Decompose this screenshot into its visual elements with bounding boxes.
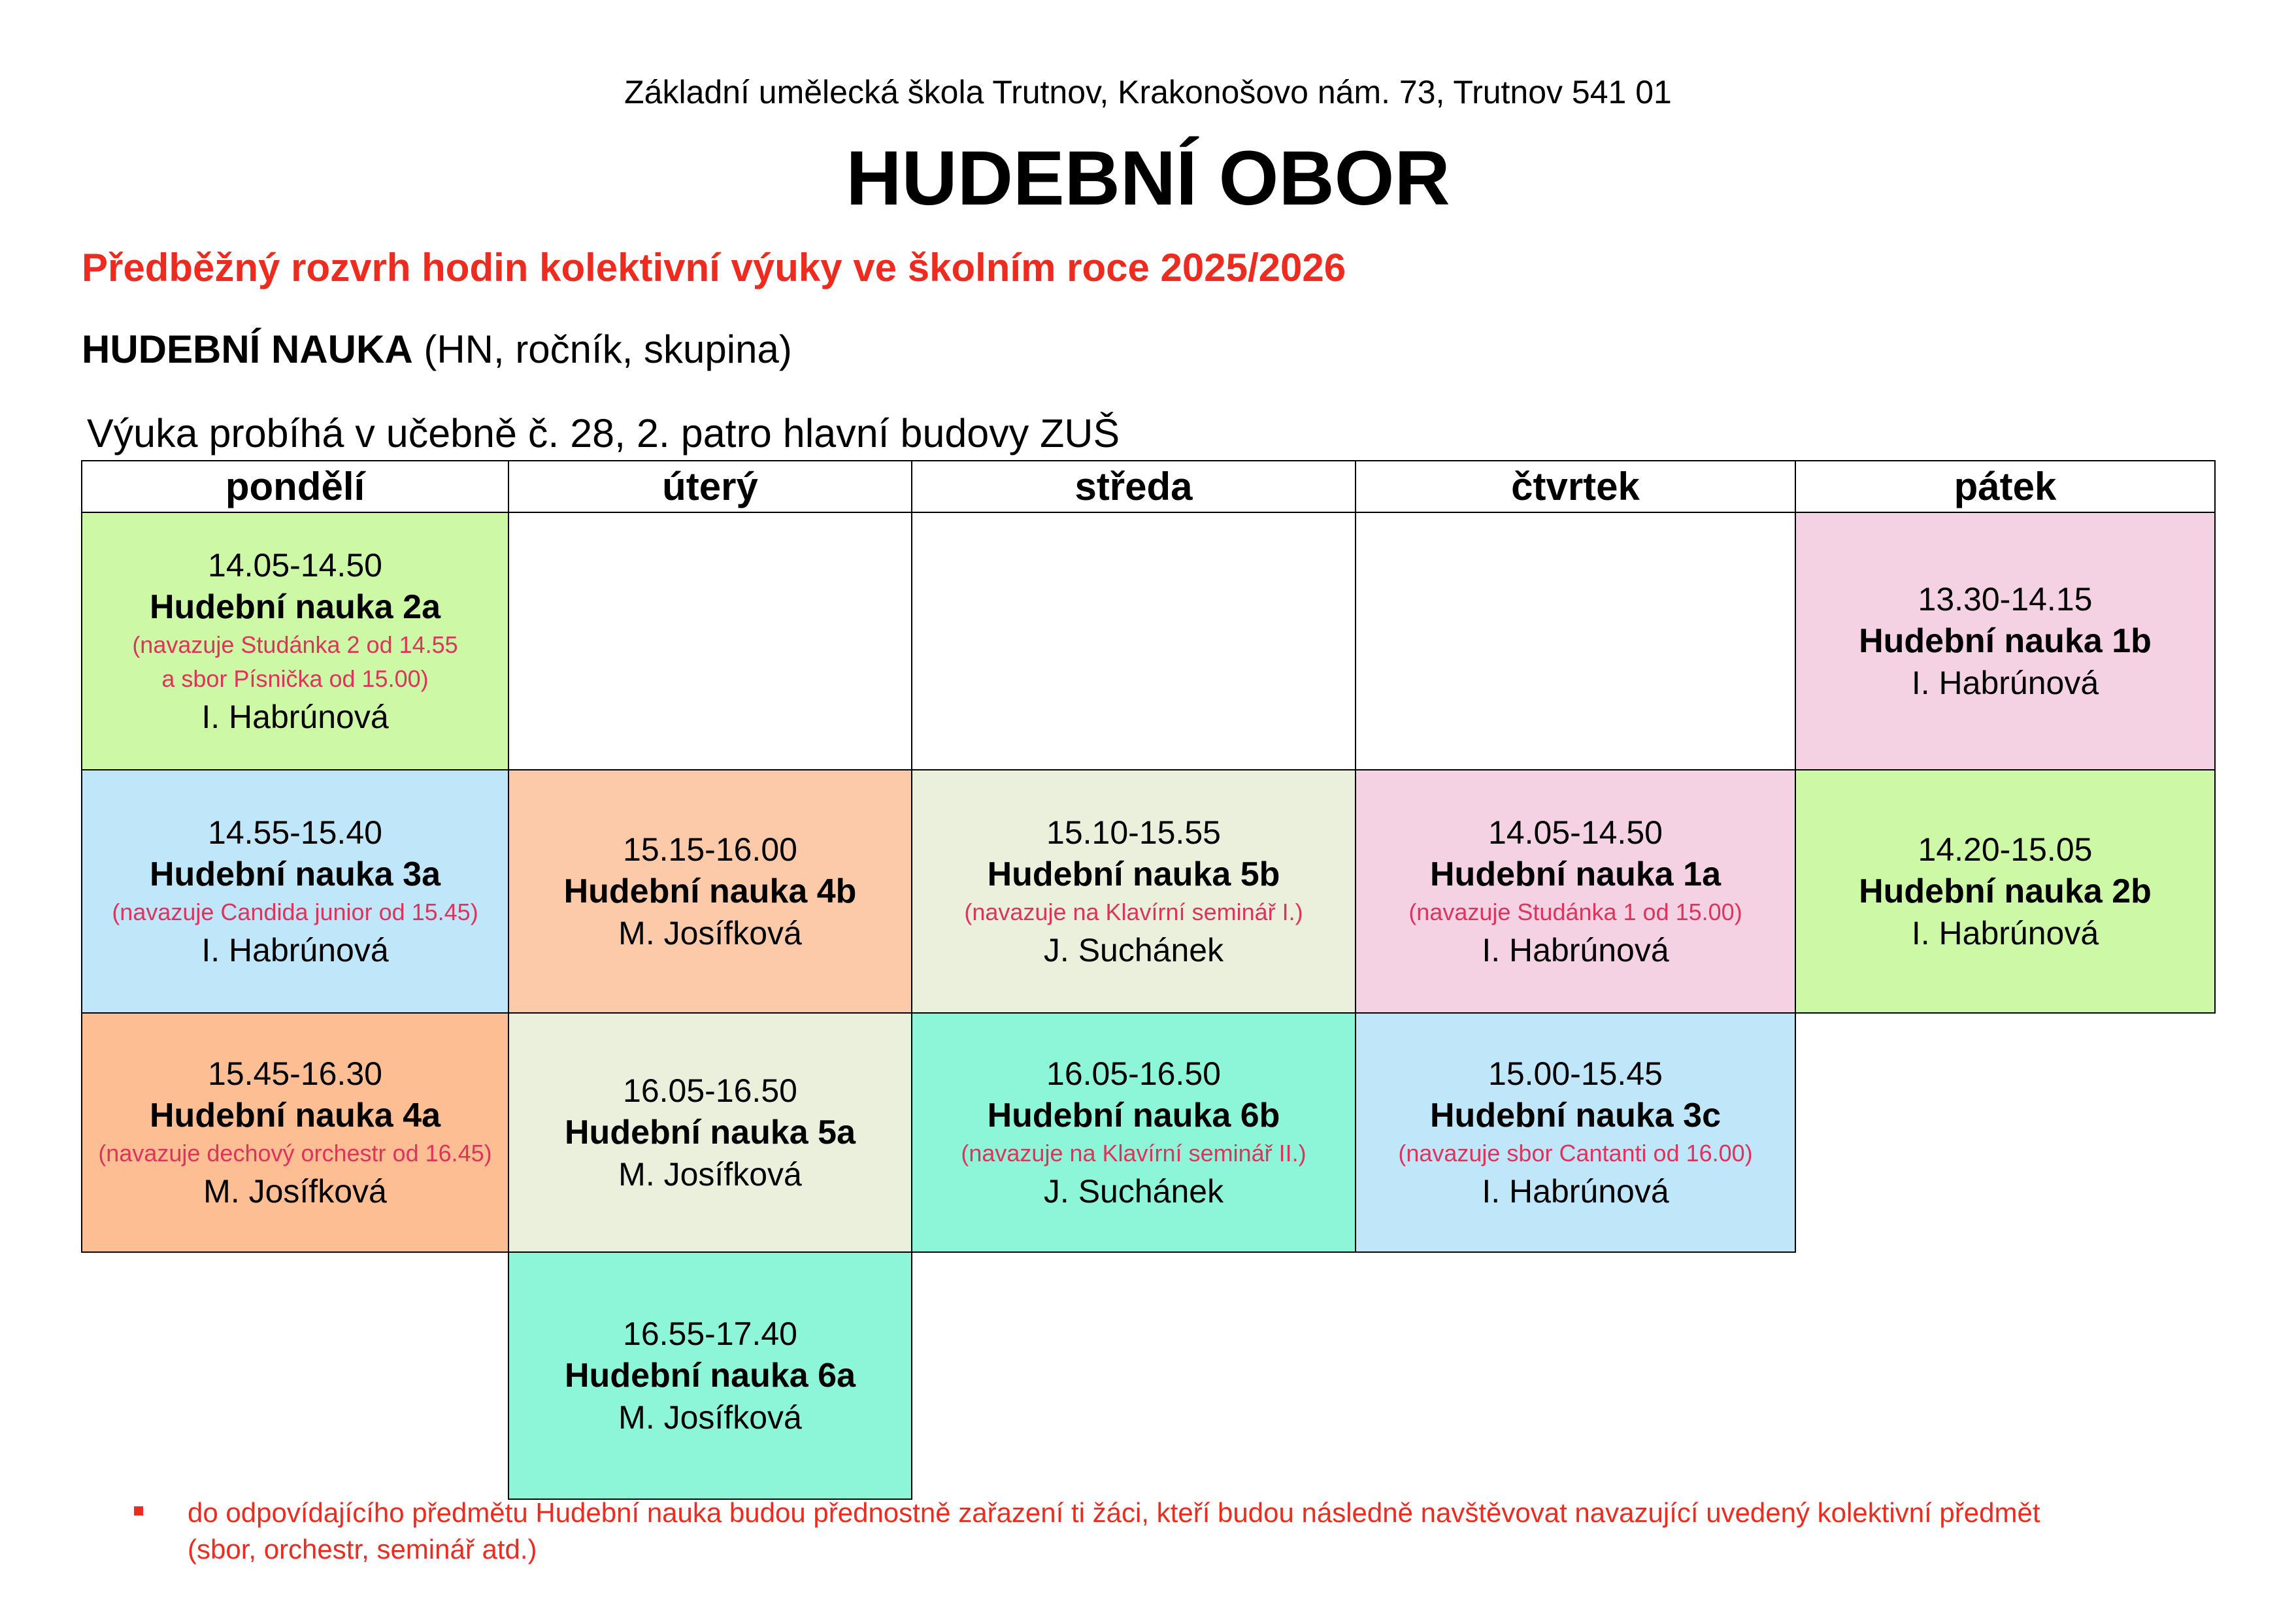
footnote-line: do odpovídajícího předmětu Hudební nauka budou přednostně zařazení ti žáci, kteří budou následně navštěvovat navazující uvedený kolektivní předmět (188, 1497, 2040, 1528)
lesson-teacher: M. Josífková (618, 1399, 802, 1436)
lesson-note: (navazuje na Klavírní seminář I.) (964, 899, 1303, 925)
lesson-note: (navazuje sbor Cantanti od 16.00) (1398, 1140, 1753, 1167)
empty-cell (1355, 512, 1796, 770)
day-header-thursday: čtvrtek (1355, 460, 1796, 513)
room-info: Výuka probíhá v učebně č. 28, 2. patro hlavní budovy ZUŠ (87, 411, 1120, 455)
lesson-cell-hn6b (911, 1012, 1356, 1253)
schedule-subtitle: Předběžný rozvrh hodin kolektivní výuky ve školním roce 2025/2026 (82, 246, 1346, 290)
lesson-cell-hn4b (508, 769, 912, 1014)
lesson-time: 15.00-15.45 (1488, 1055, 1663, 1092)
lesson-name: Hudební nauka 1a (1430, 855, 1721, 893)
day-header-tuesday: úterý (508, 460, 912, 513)
lesson-name: Hudební nauka 2a (150, 588, 441, 626)
lesson-name: Hudební nauka 1b (1859, 622, 2152, 660)
lesson-time: 16.05-16.50 (1046, 1055, 1221, 1092)
day-header-wednesday: středa (911, 460, 1356, 513)
lesson-time: 13.30-14.15 (1918, 581, 2093, 618)
lesson-time: 15.15-16.00 (623, 831, 797, 868)
lesson-name: Hudební nauka 3a (150, 855, 441, 893)
lesson-cell-hn6a (508, 1251, 912, 1500)
lesson-name: Hudební nauka 5a (565, 1114, 856, 1151)
lesson-teacher: M. Josífková (618, 1156, 802, 1193)
lesson-cell-hn1a (1355, 769, 1796, 1014)
day-header-friday: pátek (1795, 460, 2216, 513)
lesson-note: (navazuje na Klavírní seminář II.) (961, 1140, 1306, 1167)
lesson-note: (navazuje dechový orchestr od 16.45) (98, 1140, 492, 1167)
lesson-cell-hn4a (81, 1012, 509, 1253)
empty-cell (911, 512, 1356, 770)
lesson-name: Hudební nauka 4b (563, 872, 857, 910)
lesson-time: 14.20-15.05 (1918, 831, 2093, 868)
lesson-teacher: I. Habrúnová (1482, 1173, 1669, 1210)
lesson-note: (navazuje Studánka 2 od 14.55 (132, 631, 458, 658)
lesson-name: Hudební nauka 2b (1859, 872, 2152, 910)
empty-cell (508, 512, 912, 770)
footnote-text (188, 1495, 2296, 1568)
school-address: Základní umělecká škola Trutnov, Krakonošovo nám. 73, Trutnov 541 01 (624, 74, 1672, 110)
lesson-cell-hn5a (508, 1012, 912, 1253)
lesson-time: 15.10-15.55 (1046, 814, 1221, 851)
lesson-teacher: I. Habrúnová (1911, 665, 2099, 701)
lesson-teacher: J. Suchánek (1043, 1173, 1224, 1210)
lesson-cell-hn1b (1795, 512, 2216, 770)
lesson-teacher: M. Josífková (203, 1173, 387, 1210)
lesson-time: 14.05-14.50 (208, 547, 382, 584)
lesson-time: 15.45-16.30 (208, 1055, 382, 1092)
footnote-line: (sbor, orchestr, seminář atd.) (188, 1534, 537, 1564)
lesson-teacher: I. Habrúnová (1911, 915, 2099, 952)
bullet-square-icon (134, 1506, 143, 1515)
lesson-time: 14.05-14.50 (1488, 814, 1663, 851)
day-header-monday: pondělí (81, 460, 509, 513)
lesson-name: Hudební nauka 4a (150, 1097, 441, 1134)
lesson-teacher: M. Josífková (618, 915, 802, 952)
lesson-time: 16.55-17.40 (623, 1316, 797, 1352)
lesson-time: 16.05-16.50 (623, 1072, 797, 1109)
lesson-teacher: I. Habrúnová (201, 932, 389, 968)
lesson-time: 14.55-15.40 (208, 814, 382, 851)
section-heading (82, 327, 792, 372)
lesson-cell-hn2a (81, 512, 509, 770)
lesson-cell-hn5b (911, 769, 1356, 1014)
lesson-teacher: I. Habrúnová (201, 699, 389, 735)
section-heading-bold: HUDEBNÍ NAUKA (82, 327, 413, 371)
lesson-cell-hn3c (1355, 1012, 1796, 1253)
page-title: HUDEBNÍ OBOR (846, 135, 1450, 222)
lesson-note: (navazuje Studánka 1 od 15.00) (1408, 899, 1742, 925)
lesson-note: (navazuje Candida junior od 15.45) (112, 899, 478, 925)
lesson-name: Hudební nauka 6b (987, 1097, 1280, 1134)
lesson-name: Hudební nauka 3c (1430, 1097, 1721, 1134)
lesson-teacher: I. Habrúnová (1482, 932, 1669, 968)
lesson-cell-hn2b (1795, 769, 2216, 1014)
lesson-name: Hudební nauka 6a (565, 1357, 856, 1395)
lesson-name: Hudební nauka 5b (987, 855, 1280, 893)
section-heading-rest: (HN, ročník, skupina) (412, 327, 792, 371)
lesson-note: a sbor Písnička od 15.00) (161, 665, 429, 692)
lesson-cell-hn3a (81, 769, 509, 1014)
lesson-teacher: J. Suchánek (1043, 932, 1224, 968)
